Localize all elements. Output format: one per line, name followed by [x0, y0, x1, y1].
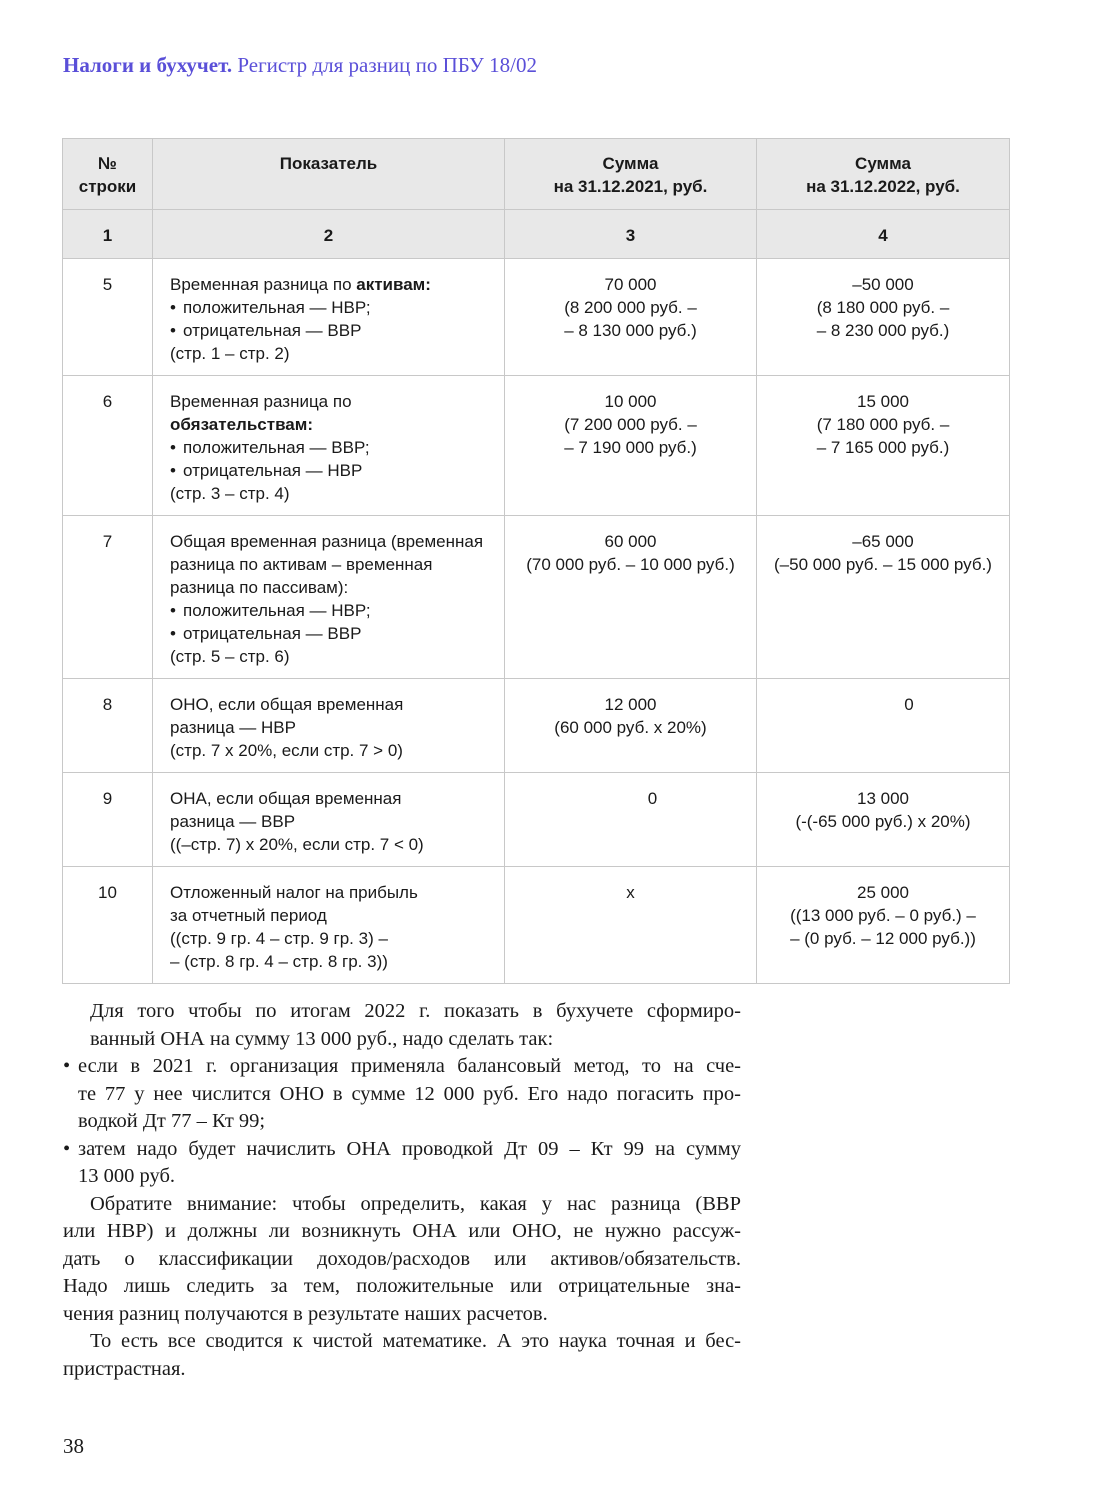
value-2021: 70 000 (8 200 000 руб. – – 8 130 000 руб.)	[505, 259, 757, 376]
header-sum-2022: Сумма на 31.12.2022, руб.	[757, 139, 1010, 210]
list-item: • отрицательная — НВР	[170, 461, 363, 480]
header-row-number: № строки	[63, 139, 153, 210]
running-header	[63, 53, 537, 78]
row-indicator: Общая временная разница (временная разница по активам – временная разница по пассивам): • положительная — НВР; • отрицательная — ВВР (стр. 5 – стр. 6)	[153, 516, 505, 679]
list-item: • затем надо будет начислить ОНА проводкой Дт 09 – Кт 99 на сумму 13 000 руб.	[63, 1137, 741, 1187]
table-row	[63, 679, 1010, 773]
table-row	[63, 773, 1010, 867]
value-2022: 15 000 (7 180 000 руб. – – 7 165 000 руб.)	[757, 376, 1010, 516]
value-2021: 0	[505, 773, 757, 867]
value-2021: 10 000 (7 200 000 руб. – – 7 190 000 руб.)	[505, 376, 757, 516]
header-section: Налоги и бухучет.	[63, 53, 233, 77]
column-numbers-row	[63, 210, 1010, 259]
table-header-row	[63, 139, 1010, 210]
row-indicator: ОНА, если общая временная разница — ВВР ((–стр. 7) х 20%, если стр. 7 < 0)	[153, 773, 505, 867]
column-number: 3	[505, 210, 757, 259]
paragraph: Обратите внимание: чтобы определить, какая у нас разница (ВВР или НВР) и должны ли возникнуть ОНА или ОНО, не нужно рассуж- дать о классификации доходов/расходов или активов/обязательств. Надо лишь следить за тем, положительные или отрицательные зна- чения разниц получаются в результате наших расчетов.	[63, 1192, 741, 1325]
page-number: 38	[63, 1434, 84, 1458]
value-2022: –65 000 (–50 000 руб. – 15 000 руб.)	[757, 516, 1010, 679]
row-indicator: ОНО, если общая временная разница — НВР (стр. 7 х 20%, если стр. 7 > 0)	[153, 679, 505, 773]
table-row	[63, 376, 1010, 516]
table-row	[63, 259, 1010, 376]
list-item: • положительная — ВВР;	[170, 438, 370, 457]
header-sum-2021: Сумма на 31.12.2021, руб.	[505, 139, 757, 210]
row-number: 6	[63, 376, 153, 516]
column-number: 1	[63, 210, 153, 259]
row-number: 10	[63, 867, 153, 984]
value-2021: 60 000 (70 000 руб. – 10 000 руб.)	[505, 516, 757, 679]
value-2021: 12 000 (60 000 руб. х 20%)	[505, 679, 757, 773]
list-item: • если в 2021 г. организация применяла балансовый метод, то на сче- те 77 у нее числится ОНО в сумме 12 000 руб. Его надо погасить про- водкой Дт 77 – Кт 99;	[63, 1055, 741, 1132]
row-indicator: Отложенный налог на прибыль за отчетный период ((стр. 9 гр. 4 – стр. 9 гр. 3) – – (стр. 8 гр. 4 – стр. 8 гр. 3))	[153, 867, 505, 984]
table-row	[63, 516, 1010, 679]
table-row	[63, 867, 1010, 984]
paragraph: То есть все сводится к чистой математике. А это наука точная и бес- пристрастная.	[63, 1330, 741, 1380]
list-item: • отрицательная — ВВР	[170, 321, 362, 340]
row-number: 8	[63, 679, 153, 773]
header-indicator: Показатель	[153, 139, 505, 210]
value-2022: 13 000 (-(-65 000 руб.) х 20%)	[757, 773, 1010, 867]
paragraph: Для того чтобы по итогам 2022 г. показать в бухучете сформиро- ванный ОНА на сумму 13 000 руб., надо сделать так:	[90, 1000, 741, 1050]
value-2021: х	[505, 867, 757, 984]
differences-register-table	[62, 138, 1010, 984]
list-item: • положительная — НВР;	[170, 601, 371, 620]
list-item: • отрицательная — ВВР	[170, 624, 362, 643]
row-number: 7	[63, 516, 153, 679]
column-number: 4	[757, 210, 1010, 259]
value-2022: –50 000 (8 180 000 руб. – – 8 230 000 руб.)	[757, 259, 1010, 376]
row-number: 9	[63, 773, 153, 867]
column-number: 2	[153, 210, 505, 259]
row-indicator: Временная разница по активам: • положительная — НВР; • отрицательная — ВВР (стр. 1 – стр. 2)	[153, 259, 505, 376]
value-2022: 25 000 ((13 000 руб. – 0 руб.) – – (0 руб. – 12 000 руб.))	[757, 867, 1010, 984]
value-2022: 0	[757, 679, 1010, 773]
row-indicator: Временная разница по обязательствам: • положительная — ВВР; • отрицательная — НВР (стр. 3 – стр. 4)	[153, 376, 505, 516]
list-item: • положительная — НВР;	[170, 298, 371, 317]
header-title: Регистр для разниц по ПБУ 18/02	[237, 53, 538, 77]
body-text	[63, 998, 741, 1383]
row-number: 5	[63, 259, 153, 376]
